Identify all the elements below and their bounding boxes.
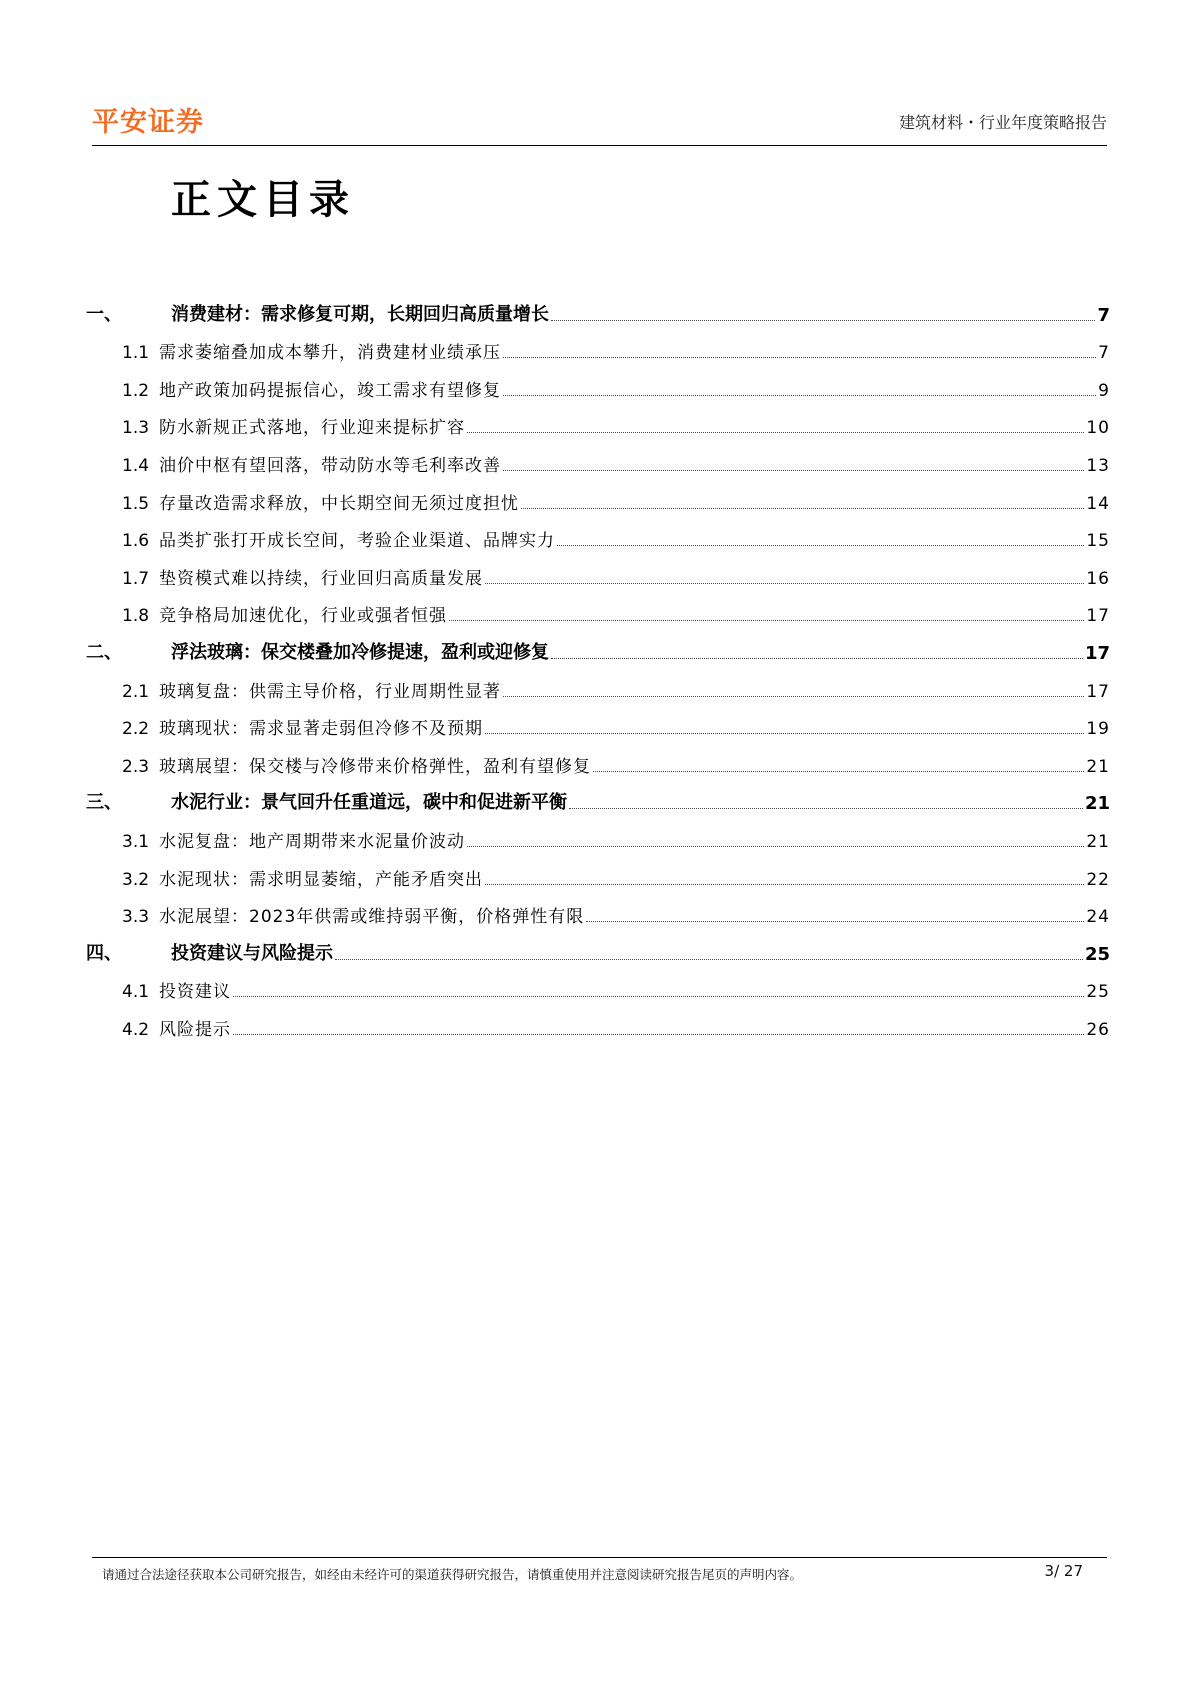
toc-entry-page: 17 xyxy=(1084,642,1110,664)
toc-entry-label: 竞争格局加速优化，行业或强者恒强 xyxy=(159,606,448,627)
dot-leader xyxy=(593,771,1084,772)
toc-entry-subsection[interactable] xyxy=(86,852,1110,890)
toc-entry-page: 15 xyxy=(1086,531,1110,552)
toc-entry-subsection[interactable] xyxy=(86,664,1110,702)
toc-entry-label: 垫资模式难以持续，行业回归高质量发展 xyxy=(159,568,484,589)
dot-leader xyxy=(467,432,1084,433)
toc-entry-page: 13 xyxy=(1086,455,1110,476)
toc-entry-page: 10 xyxy=(1086,418,1110,439)
toc-entry-subsection[interactable] xyxy=(86,551,1110,589)
company-logo: 平安证券 xyxy=(92,107,204,138)
toc-entry-number: 1.7 xyxy=(122,568,150,589)
toc-entry-number: 3.3 xyxy=(122,907,150,928)
toc-entry-number: 1.4 xyxy=(122,455,150,476)
toc-entry-number: 1.6 xyxy=(122,531,150,552)
toc-entry-number: 1.1 xyxy=(122,343,150,364)
toc-entry-section[interactable] xyxy=(86,288,1110,326)
toc-entry-label: 存量改造需求释放，中长期空间无须过度担忧 xyxy=(159,493,520,514)
toc-entry-number: 4.1 xyxy=(122,982,150,1003)
page-number: 3/ 27 xyxy=(1044,1562,1083,1580)
toc-entry-section[interactable] xyxy=(86,626,1110,664)
toc-entry-page: 16 xyxy=(1086,568,1110,589)
toc-entry-label: 风险提示 xyxy=(159,1019,232,1040)
toc-entry-label: 品类扩张打开成长空间，考验企业渠道、品牌实力 xyxy=(159,531,556,552)
report-type-label: 建筑材料・行业年度策略报告 xyxy=(898,113,1107,132)
toc-entry-number: 2.1 xyxy=(122,681,150,702)
dot-leader xyxy=(233,996,1084,997)
toc-entry-label: 水泥展望：2023年供需或维持弱平衡，价格弹性有限 xyxy=(159,907,585,928)
toc-entry-subsection[interactable] xyxy=(86,965,1110,1003)
toc-entry-number: 3.1 xyxy=(122,831,150,852)
dot-leader xyxy=(557,545,1084,546)
dot-leader xyxy=(467,846,1084,847)
toc-entry-number: 一、 xyxy=(86,303,122,325)
toc-entry-label: 水泥复盘：地产周期带来水泥量价波动 xyxy=(159,831,466,852)
toc-entry-page: 22 xyxy=(1086,869,1110,890)
toc-entry-subsection[interactable] xyxy=(86,363,1110,401)
toc-entry-section[interactable] xyxy=(86,927,1110,965)
toc-entry-page: 9 xyxy=(1098,380,1110,401)
toc-entry-label: 消费建材：需求修复可期，长期回归高质量增长 xyxy=(171,303,549,325)
toc-entry-page: 7 xyxy=(1098,343,1110,364)
toc-entry-page: 19 xyxy=(1086,719,1110,740)
toc-entry-page: 21 xyxy=(1086,831,1110,852)
toc-entry-subsection[interactable] xyxy=(86,702,1110,740)
toc-entry-label: 水泥行业：景气回升任重道远，碳中和促进新平衡 xyxy=(171,792,567,814)
toc-entry-page: 24 xyxy=(1086,907,1110,928)
dot-leader xyxy=(503,395,1096,396)
dot-leader xyxy=(503,696,1084,697)
toc-entry-label: 地产政策加码提振信心，竣工需求有望修复 xyxy=(159,380,502,401)
toc-entry-subsection[interactable] xyxy=(86,739,1110,777)
toc-entry-subsection[interactable] xyxy=(86,814,1110,852)
dot-leader xyxy=(503,470,1084,471)
toc-entry-number: 3.2 xyxy=(122,869,150,890)
page-title: 正文目录 xyxy=(171,177,355,223)
header-divider xyxy=(92,145,1107,146)
toc-entry-label: 玻璃现状：需求显著走弱但冷修不及预期 xyxy=(159,719,484,740)
toc-entry-number: 1.3 xyxy=(122,418,150,439)
dot-leader xyxy=(485,583,1084,584)
toc-entry-page: 25 xyxy=(1086,982,1110,1003)
toc-entry-page: 21 xyxy=(1084,793,1110,815)
toc-entry-number: 1.8 xyxy=(122,606,150,627)
toc-entry-label: 玻璃展望：保交楼与冷修带来价格弹性，盈利有望修复 xyxy=(159,756,592,777)
toc-entry-label: 浮法玻璃：保交楼叠加冷修提速，盈利或迎修复 xyxy=(171,641,549,663)
toc-entry-subsection[interactable] xyxy=(86,589,1110,627)
dot-leader xyxy=(586,921,1084,922)
toc-entry-subsection[interactable] xyxy=(86,438,1110,476)
toc-entry-number: 2.2 xyxy=(122,719,150,740)
dot-leader xyxy=(551,320,1095,321)
toc-entry-label: 防水新规正式落地，行业迎来提标扩容 xyxy=(159,418,466,439)
toc-entry-number: 4.2 xyxy=(122,1019,150,1040)
page-header xyxy=(92,92,1107,148)
toc-entry-section[interactable] xyxy=(86,777,1110,815)
dot-leader xyxy=(521,508,1084,509)
toc-entry-number: 1.5 xyxy=(122,493,150,514)
dot-leader xyxy=(503,357,1096,358)
dot-leader xyxy=(569,808,1083,809)
toc-entry-number: 2.3 xyxy=(122,756,150,777)
dot-leader xyxy=(233,1034,1084,1035)
toc-entry-number: 1.2 xyxy=(122,380,150,401)
toc-entry-label: 投资建议 xyxy=(159,982,232,1003)
toc-entry-page: 17 xyxy=(1086,606,1110,627)
toc-entry-number: 三、 xyxy=(86,792,122,814)
toc-entry-number: 四、 xyxy=(86,942,122,964)
toc-entry-page: 25 xyxy=(1084,943,1110,965)
dot-leader xyxy=(485,733,1084,734)
toc-entry-subsection[interactable] xyxy=(86,476,1110,514)
toc-entry-subsection[interactable] xyxy=(86,1002,1110,1040)
footer-divider xyxy=(92,1557,1107,1558)
footer-disclaimer: 请通过合法途径获取本公司研究报告，如经由未经许可的渠道获得研究报告，请慎重使用并注意阅读研究报告尾页的声明内容。 xyxy=(102,1567,803,1582)
toc-entry-label: 水泥现状：需求明显萎缩，产能矛盾突出 xyxy=(159,869,484,890)
toc-entry-label: 玻璃复盘：供需主导价格，行业周期性显著 xyxy=(159,681,502,702)
toc-entry-page: 21 xyxy=(1086,756,1110,777)
toc-entry-subsection[interactable] xyxy=(86,401,1110,439)
toc-entry-label: 需求萎缩叠加成本攀升，消费建材业绩承压 xyxy=(159,343,502,364)
dot-leader xyxy=(335,959,1083,960)
toc-entry-page: 7 xyxy=(1097,304,1110,326)
toc-entry-subsection[interactable] xyxy=(86,514,1110,552)
dot-leader xyxy=(449,620,1084,621)
dot-leader xyxy=(551,658,1083,659)
toc-entry-page: 17 xyxy=(1086,681,1110,702)
dot-leader xyxy=(485,884,1084,885)
toc-entry-label: 投资建议与风险提示 xyxy=(171,942,333,964)
toc-entry-page: 14 xyxy=(1086,493,1110,514)
toc-entry-number: 二、 xyxy=(86,641,122,663)
toc-entry-subsection[interactable] xyxy=(86,890,1110,928)
table-of-contents xyxy=(86,288,1110,1040)
toc-entry-page: 26 xyxy=(1086,1019,1110,1040)
toc-entry-subsection[interactable] xyxy=(86,326,1110,364)
toc-entry-label: 油价中枢有望回落，带动防水等毛利率改善 xyxy=(159,455,502,476)
